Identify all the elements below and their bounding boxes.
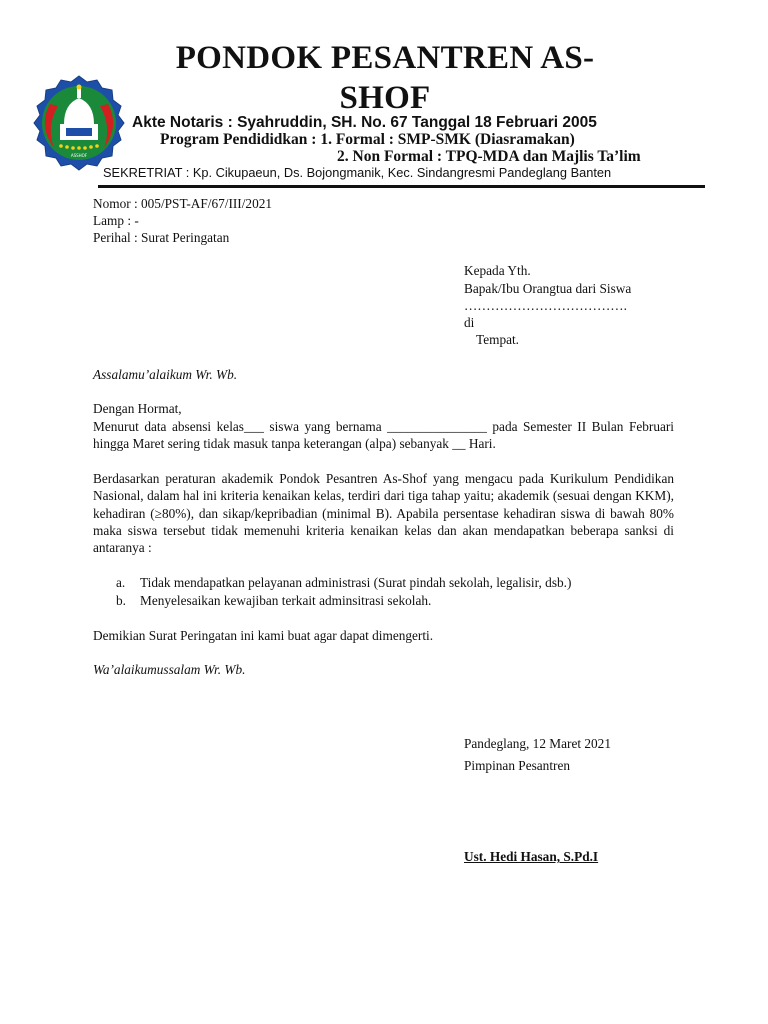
paragraph-regulation: Berdasarkan peraturan akademik Pondok Pesantren As-Shof yang mengacu pada Kurikulum Pendidikan Nasional, dalam hal ini kriteria kenaikan kelas, terdiri dari tiga tahap yaitu; akademik (sesuai dengan KKM), kehadiran (≥80%), dan sikap/kepribadian (minimal B). Apabila persentase kehadiran siswa di bawah 80% maka siswa tersebut tidak memenuhi kriteria kenaikan kelas dan akan mendapatkan beberapa sanksi di antaranya : [93,471,674,556]
header-divider [98,185,705,188]
signatory-role: Pimpinan Pesantren [464,758,570,773]
recipient-greeting: Kepada Yth. [464,263,531,278]
closing-salutation: Wa’alaikumussalam Wr. Wb. [93,662,246,677]
recipient-place: Tempat. [476,332,520,347]
recipient-blank: ………………………………. [464,298,627,313]
svg-text:ASSHOF: ASSHOF [70,153,88,158]
notary-deed: Akte Notaris : Syahruddin, SH. No. 67 Tanggal 18 Februari 2005 [132,114,597,131]
education-program-formal: Program Pendididkan : 1. Formal : SMP-SMK (Diasramakan) [160,131,575,148]
title-line-1: PONDOK PESANTREN AS- [175,40,595,76]
list-item-b: Menyelesaikan kewajiban terkait adminsitrasi sekolah. [140,593,432,608]
closing-statement: Demikian Surat Peringatan ini kami buat agar dapat dimengerti. [93,628,434,643]
recipient-di: di [464,315,475,330]
paragraph-attendance: Menurut data absensi kelas___ siswa yang bernama _______________ pada Semester II Bulan Februari hingga Maret sering tidak masuk tanpa keterangan (alpa) sebanyak __ Hari. [93,419,674,452]
letter-subject: Perihal : Surat Peringatan [93,230,230,245]
list-marker-b: b. [116,593,126,608]
school-logo [30,74,128,172]
letter-number: Nomor : 005/PST-AF/67/III/2021 [93,196,273,211]
greeting: Dengan Hormat, [93,401,182,416]
secretariat-address: SEKRETRIAT : Kp. Cikupaeun, Ds. Bojongmanik, Kec. Sindangresmi Pandeglang Banten [103,165,612,180]
school-name-title [120,38,650,118]
title-line-2: SHOF [339,80,431,116]
signatory-name: Ust. Hedi Hasan, S.Pd.I [464,849,599,864]
education-program-nonformal: 2. Non Formal : TPQ-MDA dan Majlis Ta’lim [337,148,641,165]
letter-attachment: Lamp : - [93,213,139,228]
place-date: Pandeglang, 12 Maret 2021 [464,736,611,751]
list-item-a: Tidak mendapatkan pelayanan administrasi (Surat pindah sekolah, legalisir, dsb.) [140,575,572,590]
recipient-name: Bapak/Ibu Orangtua dari Siswa [464,281,632,296]
opening-salutation: Assalamu’alaikum Wr. Wb. [93,367,238,382]
list-marker-a: a. [116,575,126,590]
